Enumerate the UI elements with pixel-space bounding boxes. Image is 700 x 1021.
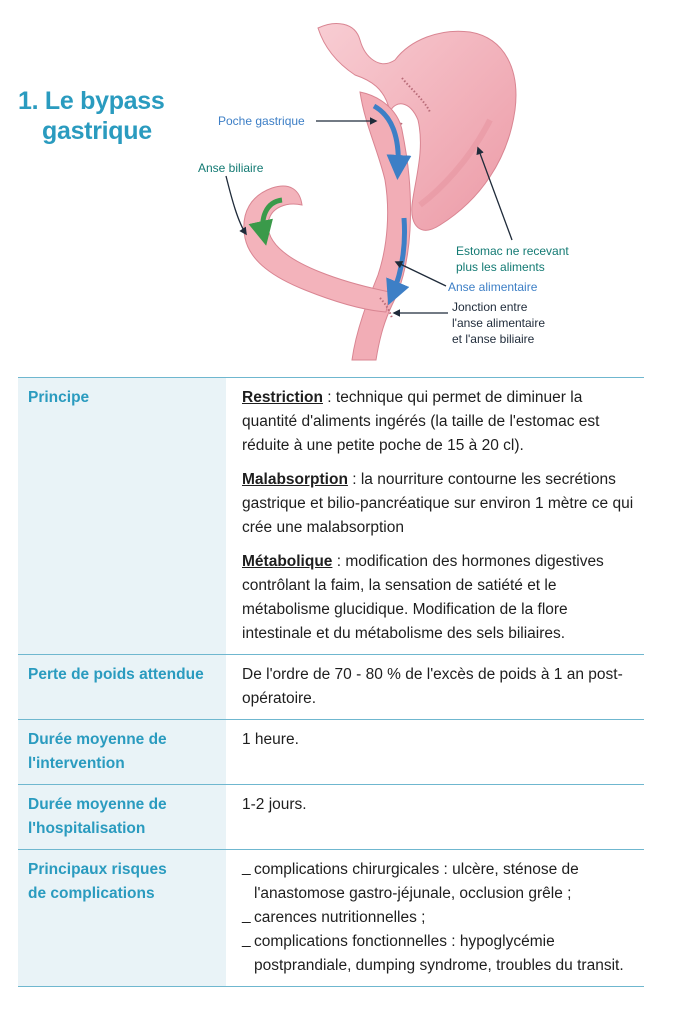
key-risques: Principaux risques de complications (18, 850, 226, 987)
label-poche-gastrique: Poche gastrique (218, 114, 305, 128)
row-risques (18, 850, 644, 987)
risk-item: _ complications fonctionnelles : hypoglycémie postprandiale, dumping syndrome, troubles du transit. (242, 930, 636, 978)
row-perte-poids (18, 655, 644, 720)
label-estomac-line2: plus les aliments (456, 260, 545, 274)
para-malabsorption (242, 468, 636, 540)
term-metabolique: Métabolique (242, 553, 333, 570)
row-duree-hospitalisation (18, 785, 644, 850)
text-metabolique: : modification des hormones digestives contrôlant la faim, la sensation de satiété et le métabolisme glucidique. Modification de la flore intestinale et du métabolisme des sels biliaires. (242, 553, 604, 642)
value-perte-poids: De l'ordre de 70 - 80 % de l'excès de poids à 1 an post-opératoire. (226, 655, 644, 720)
section-title-line2: gastrique (42, 117, 152, 145)
para-metabolique (242, 550, 636, 646)
biliary-limb (244, 186, 390, 312)
row-principe (18, 378, 644, 655)
row-duree-intervention (18, 720, 644, 785)
label-jonction-line1: Jonction entre (452, 300, 528, 314)
info-table (18, 377, 644, 987)
text-malabsorption: : la nourriture contourne les secrétions gastrique et bilio-pancréatique sur environ 1 mètre ce qui crée une malabsorption (242, 471, 634, 536)
leader-anse-biliaire (226, 176, 246, 234)
risk-item: _ complications chirurgicales : ulcère, sténose de l'anastomose gastro-jéjunale, occlusion grêle ; (242, 858, 636, 906)
label-estomac-line1: Estomac ne recevant (456, 244, 569, 258)
label-anse-alimentaire: Anse alimentaire (448, 280, 538, 294)
gastric-bypass-diagram (0, 0, 700, 370)
value-duree-hospitalisation: 1-2 jours. (226, 785, 644, 850)
key-perte-poids: Perte de poids attendue (18, 655, 226, 720)
label-anse-biliaire: Anse biliaire (198, 161, 264, 175)
risk-list (242, 858, 636, 978)
text-restriction: : technique qui permet de diminuer la quantité d'aliments ingérés (la taille de l'estomac est réduite à une petite poche de 15 à 20 cl). (242, 389, 600, 454)
term-malabsorption: Malabsorption (242, 471, 348, 488)
key-duree-hospitalisation: Durée moyenne de l'hospitalisation (18, 785, 226, 850)
gastric-pouch-and-alimentary-limb (352, 92, 411, 360)
label-jonction-line2: l'anse alimentaire (452, 316, 546, 330)
key-duree-intervention: Durée moyenne de l'intervention (18, 720, 226, 785)
value-principe (226, 378, 644, 655)
risk-item: _ carences nutritionnelles ; (242, 906, 636, 930)
section-title-line1: 1. Le bypass (18, 87, 165, 115)
label-jonction-line3: et l'anse biliaire (452, 332, 535, 346)
value-risques (226, 850, 644, 987)
para-restriction (242, 386, 636, 458)
value-duree-intervention: 1 heure. (226, 720, 644, 785)
term-restriction: Restriction (242, 389, 323, 406)
key-principe: Principe (18, 378, 226, 655)
